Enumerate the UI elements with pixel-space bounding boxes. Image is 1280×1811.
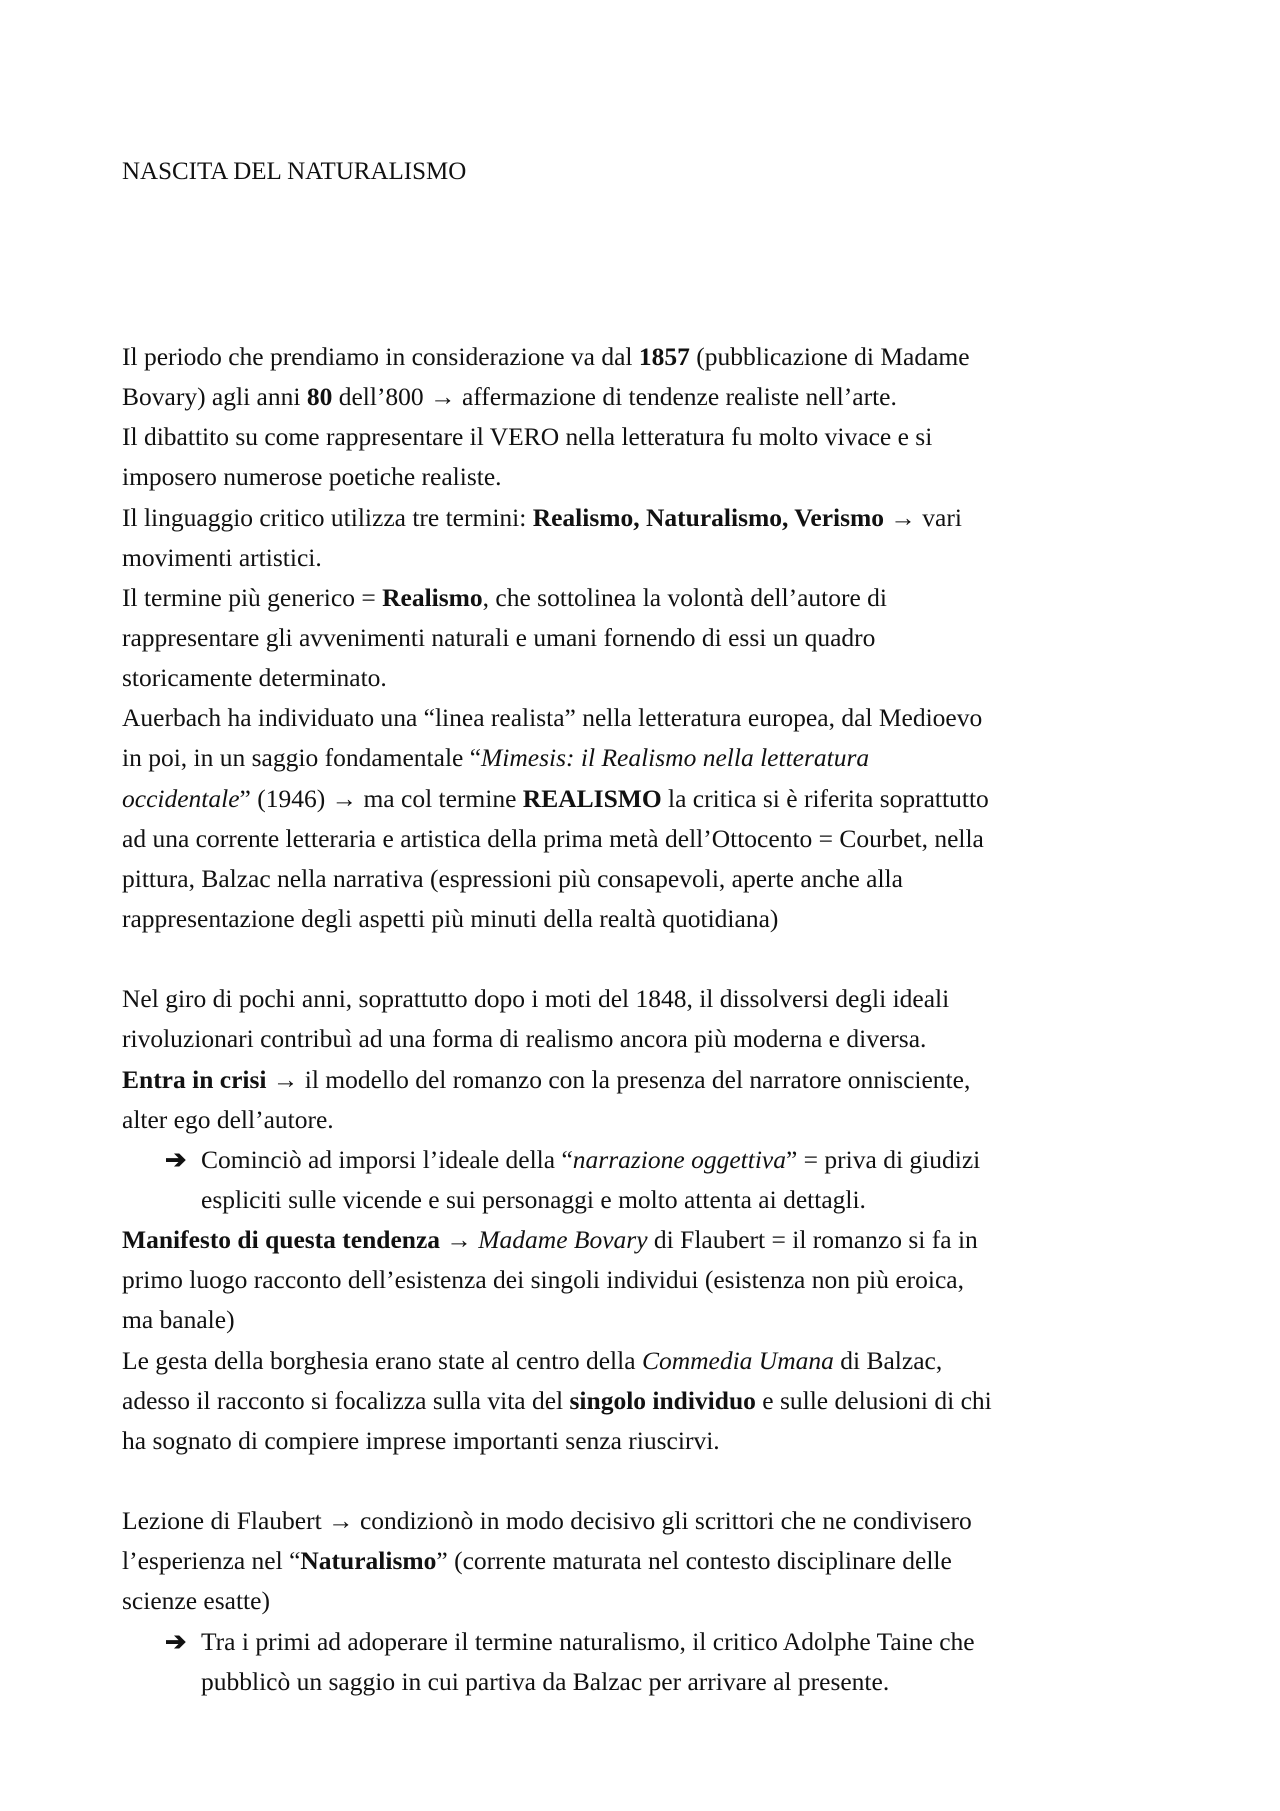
- text-run: pittura, Balzac nella narrativa (espressioni più consapevoli, aperte anche alla: [122, 863, 903, 893]
- text-run: e sulle delusioni di chi: [755, 1385, 992, 1415]
- bullet-line: [122, 1622, 1182, 1662]
- bullet-line: [122, 1140, 1182, 1180]
- text-run: rivoluzionari contribuì ad una forma di realismo ancora più moderna e diversa.: [122, 1024, 927, 1054]
- text-line: [122, 377, 1182, 417]
- text-run: singolo individuo: [569, 1385, 756, 1415]
- text-run: scienze esatte): [122, 1586, 270, 1616]
- text-line: [122, 1060, 1182, 1100]
- text-run: primo luogo racconto dell’esistenza dei singoli individui (esistenza non più eroica,: [122, 1265, 964, 1295]
- text-line: [122, 859, 1182, 899]
- text-run: REALISMO: [522, 783, 662, 813]
- text-line: [122, 698, 1182, 738]
- text-line: [122, 498, 1182, 538]
- text-run: condizionò in modo decisivo gli scrittori che ne condivisero: [353, 1506, 972, 1536]
- text-run: vari: [915, 502, 962, 532]
- text-run: Realismo, Naturalismo, Verismo: [532, 502, 885, 532]
- text-run: 80: [306, 382, 333, 412]
- text-run: 1857: [638, 342, 690, 371]
- arrow-icon: →: [328, 1506, 354, 1536]
- text-run: Entra in crisi: [122, 1064, 267, 1094]
- text-run: espliciti sulle vicende e sui personaggi e molto attenta ai dettagli.: [201, 1184, 866, 1214]
- arrow-bullet-icon: ➔: [165, 1144, 187, 1174]
- text-run: affermazione di tendenze realiste nell’arte.: [455, 382, 897, 412]
- text-line: [122, 1260, 1182, 1300]
- text-run: la critica si è riferita soprattutto: [661, 783, 989, 813]
- text-line: [122, 538, 1182, 578]
- text-run: pubblicò un saggio in cui partiva da Balzac per arrivare al presente.: [201, 1666, 890, 1696]
- text-run: ma col termine: [357, 783, 523, 813]
- text-line: [122, 337, 1182, 377]
- arrow-icon: →: [446, 1225, 472, 1255]
- text-run: occidentale: [122, 783, 240, 813]
- text-run: Mimesis: il Realismo nella letteratura: [481, 743, 870, 773]
- text-line: [122, 1501, 1182, 1541]
- text-run: ma banale): [122, 1305, 235, 1335]
- text-run: Cominciò ad imporsi l’ideale della “: [201, 1144, 573, 1174]
- arrow-icon: →: [331, 783, 358, 813]
- text-line: [122, 979, 1182, 1019]
- text-run: rappresentazione degli aspetti più minuti della realtà quotidiana): [122, 903, 779, 933]
- text-run: Tra i primi ad adoperare il termine naturalismo, il critico Adolphe Taine che: [201, 1626, 975, 1656]
- arrow-icon: →: [272, 1064, 299, 1094]
- arrow-bullet-icon: ➔: [165, 1626, 187, 1656]
- text-line: [122, 1541, 1182, 1581]
- document-title: NASCITA DEL NATURALISMO: [122, 158, 467, 185]
- text-run: Le gesta della borghesia erano state al centro della: [122, 1345, 642, 1375]
- text-line: [122, 1300, 1182, 1340]
- text-run: , che sottolinea la volontà dell’autore di: [482, 582, 887, 612]
- text-line: [122, 1220, 1182, 1260]
- text-run: Manifesto di questa tendenza: [122, 1225, 441, 1255]
- text-line: [122, 1381, 1182, 1421]
- text-line: [122, 618, 1182, 658]
- text-line: [122, 1421, 1182, 1461]
- text-run: Commedia Umana: [641, 1345, 834, 1375]
- text-line: [122, 1662, 1182, 1702]
- text-run: movimenti artistici.: [122, 542, 322, 572]
- text-line: [122, 819, 1182, 859]
- text-run: rappresentare gli avvenimenti naturali e umani fornendo di essi un quadro: [122, 622, 876, 652]
- text-line: [122, 738, 1182, 778]
- text-run: Bovary) agli anni: [122, 382, 307, 412]
- text-run: ” (corrente maturata nel contesto disciplinare delle: [436, 1546, 952, 1576]
- text-run: Lezione di Flaubert: [122, 1506, 329, 1536]
- text-line: [122, 1100, 1182, 1140]
- arrow-icon: →: [430, 382, 456, 412]
- text-run: dell’800: [332, 382, 431, 412]
- text-run: Il dibattito su come rappresentare il VERO nella letteratura fu molto vivace e si: [122, 422, 933, 452]
- text-line: [122, 939, 1182, 979]
- text-run: Madame Bovary: [478, 1225, 648, 1255]
- text-run: Il periodo che prendiamo in considerazione va dal: [122, 342, 639, 371]
- text-run: imposero numerose poetiche realiste.: [122, 462, 502, 492]
- text-run: alter ego dell’autore.: [122, 1104, 334, 1134]
- text-run: ha sognato di compiere imprese importanti senza riuscirvi.: [122, 1425, 720, 1455]
- text-run: Nel giro di pochi anni, soprattutto dopo i moti del 1848, il dissolversi degli ideali: [122, 984, 950, 1014]
- text-line: [122, 899, 1182, 939]
- text-line: [122, 1461, 1182, 1501]
- text-run: Il linguaggio critico utilizza tre termini:: [122, 502, 533, 532]
- text-run: (pubblicazione di Madame: [689, 342, 970, 371]
- text-run: di Balzac,: [833, 1345, 943, 1375]
- text-line: [122, 1341, 1182, 1381]
- text-run: storicamente determinato.: [122, 663, 387, 693]
- text-run: in poi, in un saggio fondamentale “: [122, 743, 482, 773]
- arrow-icon: →: [890, 502, 916, 532]
- text-line: [122, 1019, 1182, 1059]
- text-run: ” = priva di giudizi: [785, 1144, 981, 1174]
- text-run: adesso il racconto si focalizza sulla vita del: [122, 1385, 570, 1415]
- text-run: l’esperienza nel “: [122, 1546, 301, 1576]
- text-line: [122, 417, 1182, 457]
- text-run: ad una corrente letteraria e artistica della prima metà dell’Ottocento = Courbet, nella: [122, 823, 984, 853]
- text-run: Auerbach ha individuato una “linea realista” nella letteratura europea, dal Medioevo: [122, 703, 983, 733]
- text-line: [122, 779, 1182, 819]
- text-run: Realismo: [382, 582, 483, 612]
- text-line: [122, 457, 1182, 497]
- text-run: Naturalismo: [300, 1546, 437, 1576]
- text-run: narrazione oggettiva: [572, 1144, 786, 1174]
- text-run: ” (1946): [239, 783, 332, 813]
- document-body: [122, 337, 1182, 1702]
- text-line: [122, 658, 1182, 698]
- text-line: [122, 1180, 1182, 1220]
- text-run: Il termine più generico =: [122, 582, 383, 612]
- text-run: di Flaubert = il romanzo si fa in: [647, 1225, 978, 1255]
- text-run: il modello del romanzo con la presenza del narratore onnisciente,: [298, 1064, 971, 1094]
- text-line: [122, 1581, 1182, 1621]
- text-line: [122, 578, 1182, 618]
